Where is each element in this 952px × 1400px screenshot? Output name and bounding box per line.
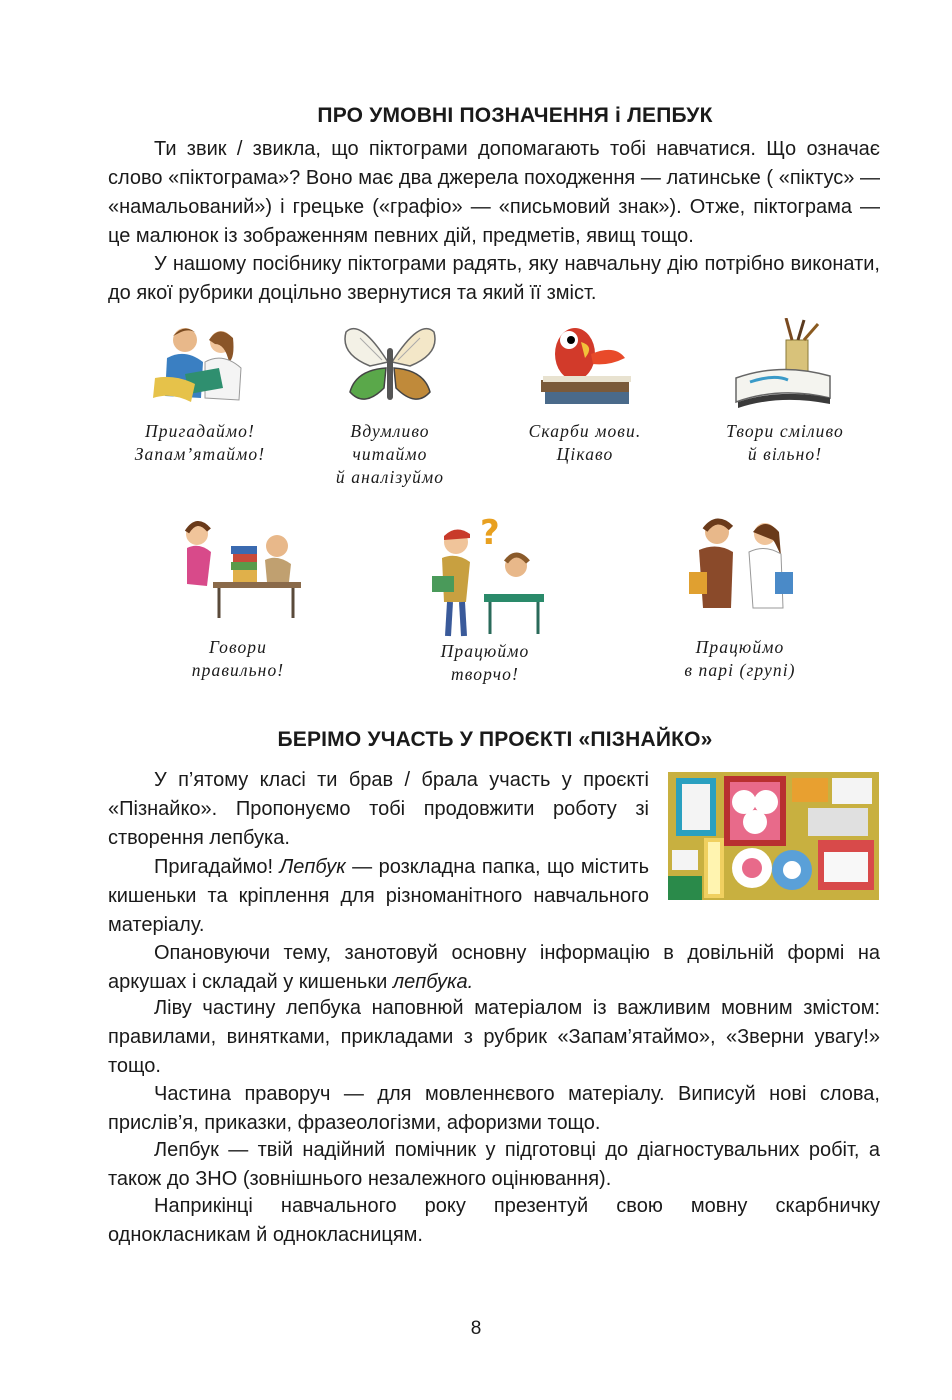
- caption-line: творчо!: [451, 664, 519, 684]
- caption-line: Запам’ятаймо!: [134, 444, 266, 464]
- parrot-on-book-icon: [535, 318, 635, 410]
- paragraph-lapbook-definition: Пригадаймо! Лепбук — розкладна папка, що містить кишеньки та кріплення для різноманітного навчального матеріалу.: [108, 856, 649, 936]
- paragraph-note-taking: Опановуючи тему, занотовуй основну інформацію в довільній формі на аркушах і складай у кишеньки лепбука.: [108, 942, 880, 993]
- paragraph-project-intro: У п’ятому класі ти брав / брала участь у проєкті «Пізнайко». Пропонуємо тобі продовжити роботу зі створення лепбука.: [108, 769, 649, 849]
- pictogram-read-analyze: [300, 318, 480, 489]
- caption-line: Скарби мови.: [528, 421, 642, 441]
- svg-text:?: ?: [480, 513, 500, 553]
- paragraph-right-part: Частина праворуч — для мовленнєвого матеріалу. Виписуй нові слова, прислів’я, приказки, фразеологізми, афоризми тощо.: [108, 1083, 880, 1134]
- paragraph-left-part: Ліву частину лепбука наповнюй матеріалом із важливим мовним змістом: правилами, винятками, прикладами з рубрик «Запам’ятаймо», «Зверни увагу!» тощо.: [108, 997, 880, 1077]
- students-talking-at-desk-icon: [173, 512, 303, 620]
- section-title-project: БЕРІМО УЧАСТЬ У ПРОЄКТІ «ПІЗНАЙКО»: [277, 728, 713, 751]
- lapbook-photo: [668, 772, 879, 900]
- caption-line: й аналізуймо: [335, 467, 445, 487]
- pictogram-remember: [110, 318, 290, 466]
- lapbook-term: Лепбук: [279, 856, 346, 878]
- caption-line: Цікаво: [556, 444, 614, 464]
- pictogram-language-treasures: [495, 318, 675, 466]
- paragraph-pictograms-purpose: У нашому посібнику піктограми радять, яку навчальну дію потрібно виконати, до якої рубрики доцільно звернутися та який її зміст.: [108, 253, 880, 304]
- pictogram-create-freely: [695, 318, 875, 466]
- paragraph-present: Наприкінці навчального року презентуй свою мовну скарбничку однокласникам й однокласницям.: [108, 1195, 880, 1246]
- caption-line: Працюймо: [695, 637, 785, 657]
- paragraph-lapbook-helper: Лепбук — твій надійний помічник у підготовці до діагностувальних робіт, а також до ЗНО (зовнішнього незалежного оцінювання).: [108, 1139, 880, 1190]
- caption-line: Вдумливо: [350, 421, 430, 441]
- caption-line: читаймо: [352, 444, 428, 464]
- butterfly-icon: [340, 318, 440, 410]
- page-number: 8: [470, 1318, 482, 1339]
- pictogram-work-creatively: [395, 512, 575, 686]
- caption-line: в парі (групі): [684, 660, 796, 680]
- paragraph-pictograms-intro: Ти звик / звикла, що піктограми допомагають тобі навчатися. Що означає слово «піктограма»? Воно має два джерела походження — латинське ( «піктус» — «намальований») і грецьке («графіо» — «письмовий знак»). Отже, піктограма — це малюнок із зображенням певних дій, предметів, явищ тощо.: [108, 138, 880, 247]
- caption-line: Твори сміливо: [726, 421, 844, 441]
- book-with-brushes-icon: [730, 318, 840, 410]
- pair-of-students-icon: [675, 512, 805, 620]
- section-title-pictograms: ПРО УМОВНІ ПОЗНАЧЕННЯ і ЛЕПБУК: [317, 104, 713, 127]
- caption-line: Пригадаймо!: [145, 421, 255, 441]
- caption-line: й вільно!: [747, 444, 823, 464]
- pictogram-work-in-pairs: [650, 512, 830, 682]
- two-students-reading-icon: [145, 318, 255, 410]
- caption-line: Працюймо: [440, 641, 530, 661]
- students-thinking-question-icon: [420, 512, 550, 640]
- caption-line: правильно!: [191, 660, 285, 680]
- pictogram-speak-correctly: [148, 512, 328, 682]
- caption-line: Говори: [208, 637, 267, 657]
- lapbook-term: лепбука.: [392, 971, 474, 993]
